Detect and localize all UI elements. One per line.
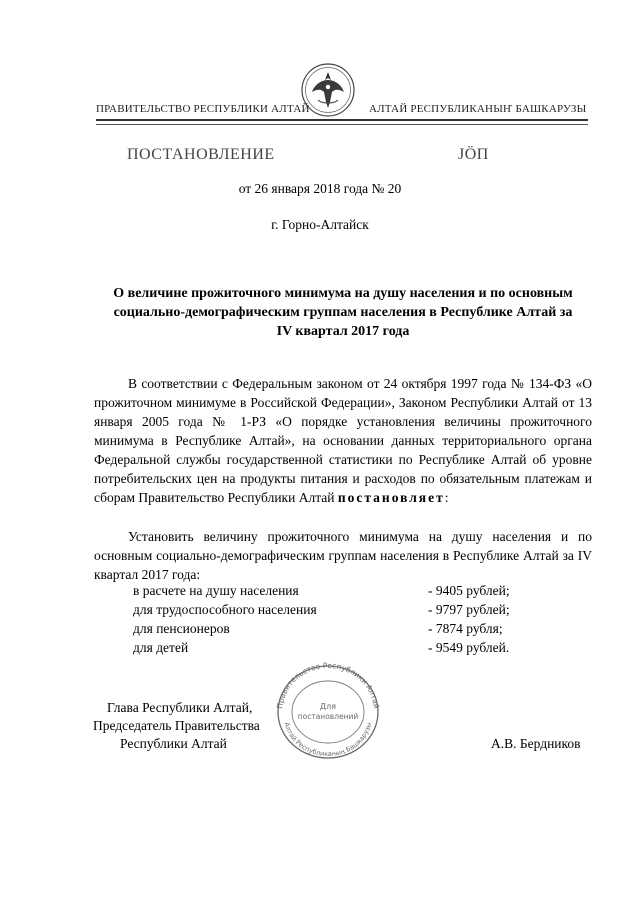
signatory-name: А.В. Бердников: [491, 736, 581, 751]
government-name-altai: АЛТАЙ РЕСПУБЛИКАНЫҤ БАШКАРУЗЫ: [369, 103, 587, 115]
stamp-outer-bottom: Алтай Республиканың Башкарузы: [282, 721, 374, 759]
signatory-title-line3: Республики Алтай: [120, 736, 227, 751]
row-label: для трудоспособного населения: [133, 602, 317, 617]
decision-paragraph: Установить величину прожиточного минимума на душу населения и по основным социально-демографическим группам населения в Республике Алтай за IV квартал 2017 года:: [94, 529, 592, 582]
signatory-title-line2: Председатель Правительства: [93, 718, 260, 733]
document-date-number: от 26 января 2018 года № 20: [238, 181, 402, 196]
preamble-colon: :: [444, 490, 449, 505]
document-type: ПОСТАНОВЛЕНИЕ: [127, 146, 275, 163]
header-divider-thick: [96, 119, 588, 121]
row-label: для пенсионеров: [133, 621, 230, 636]
title-line: О величине прожиточного минимума на душу населения и по основным: [113, 286, 573, 301]
document-title: [92, 284, 594, 341]
row-value: - 9797 рублей;: [428, 602, 510, 617]
government-name-russian: ПРАВИТЕЛЬСТВО РЕСПУБЛИКИ АЛТАЙ: [96, 103, 310, 115]
signatory-title-line1: Глава Республики Алтай,: [107, 700, 253, 715]
title-line: социально-демографическим группам населения в Республике Алтай за: [113, 305, 573, 320]
row-value: - 9549 рублей.: [428, 640, 510, 655]
stamp-center-line1: Для: [319, 702, 337, 711]
document-type-altai: ЈӦП: [458, 146, 489, 163]
title-line: IV квартал 2017 года: [276, 324, 410, 339]
document-city: г. Горно-Алтайск: [271, 217, 369, 232]
row-value: - 9405 рублей;: [428, 583, 510, 598]
header-divider-thin: [96, 124, 588, 125]
stamp-center-line2: постановлений: [297, 712, 359, 721]
preamble-text: В соответствии с Федеральным законом от 24 октября 1997 года № 134-ФЗ «О прожиточном минимуме в Российской Федерации», Законом Республики Алтай от 13 января 2005 года № 1-РЗ «О порядке установления величины прожиточного минимума в Республике Алтай», на основании данных территориального органа Федеральной службы государственной статистики по Республике Алтай об уровне потребительских цен на продукты питания и расходов по обязательным платежам и сборам Правительство Республики Алтай: [94, 376, 592, 505]
official-stamp: [270, 660, 386, 760]
row-value: - 7874 рубля;: [428, 621, 503, 636]
row-label: в расчете на душу населения: [133, 583, 299, 598]
resolves-word: постановляет: [337, 490, 445, 505]
preamble-paragraph: [94, 374, 592, 507]
stamp-outer-top: Правительство Республики Алтай: [275, 660, 381, 710]
row-label: для детей: [133, 640, 189, 655]
